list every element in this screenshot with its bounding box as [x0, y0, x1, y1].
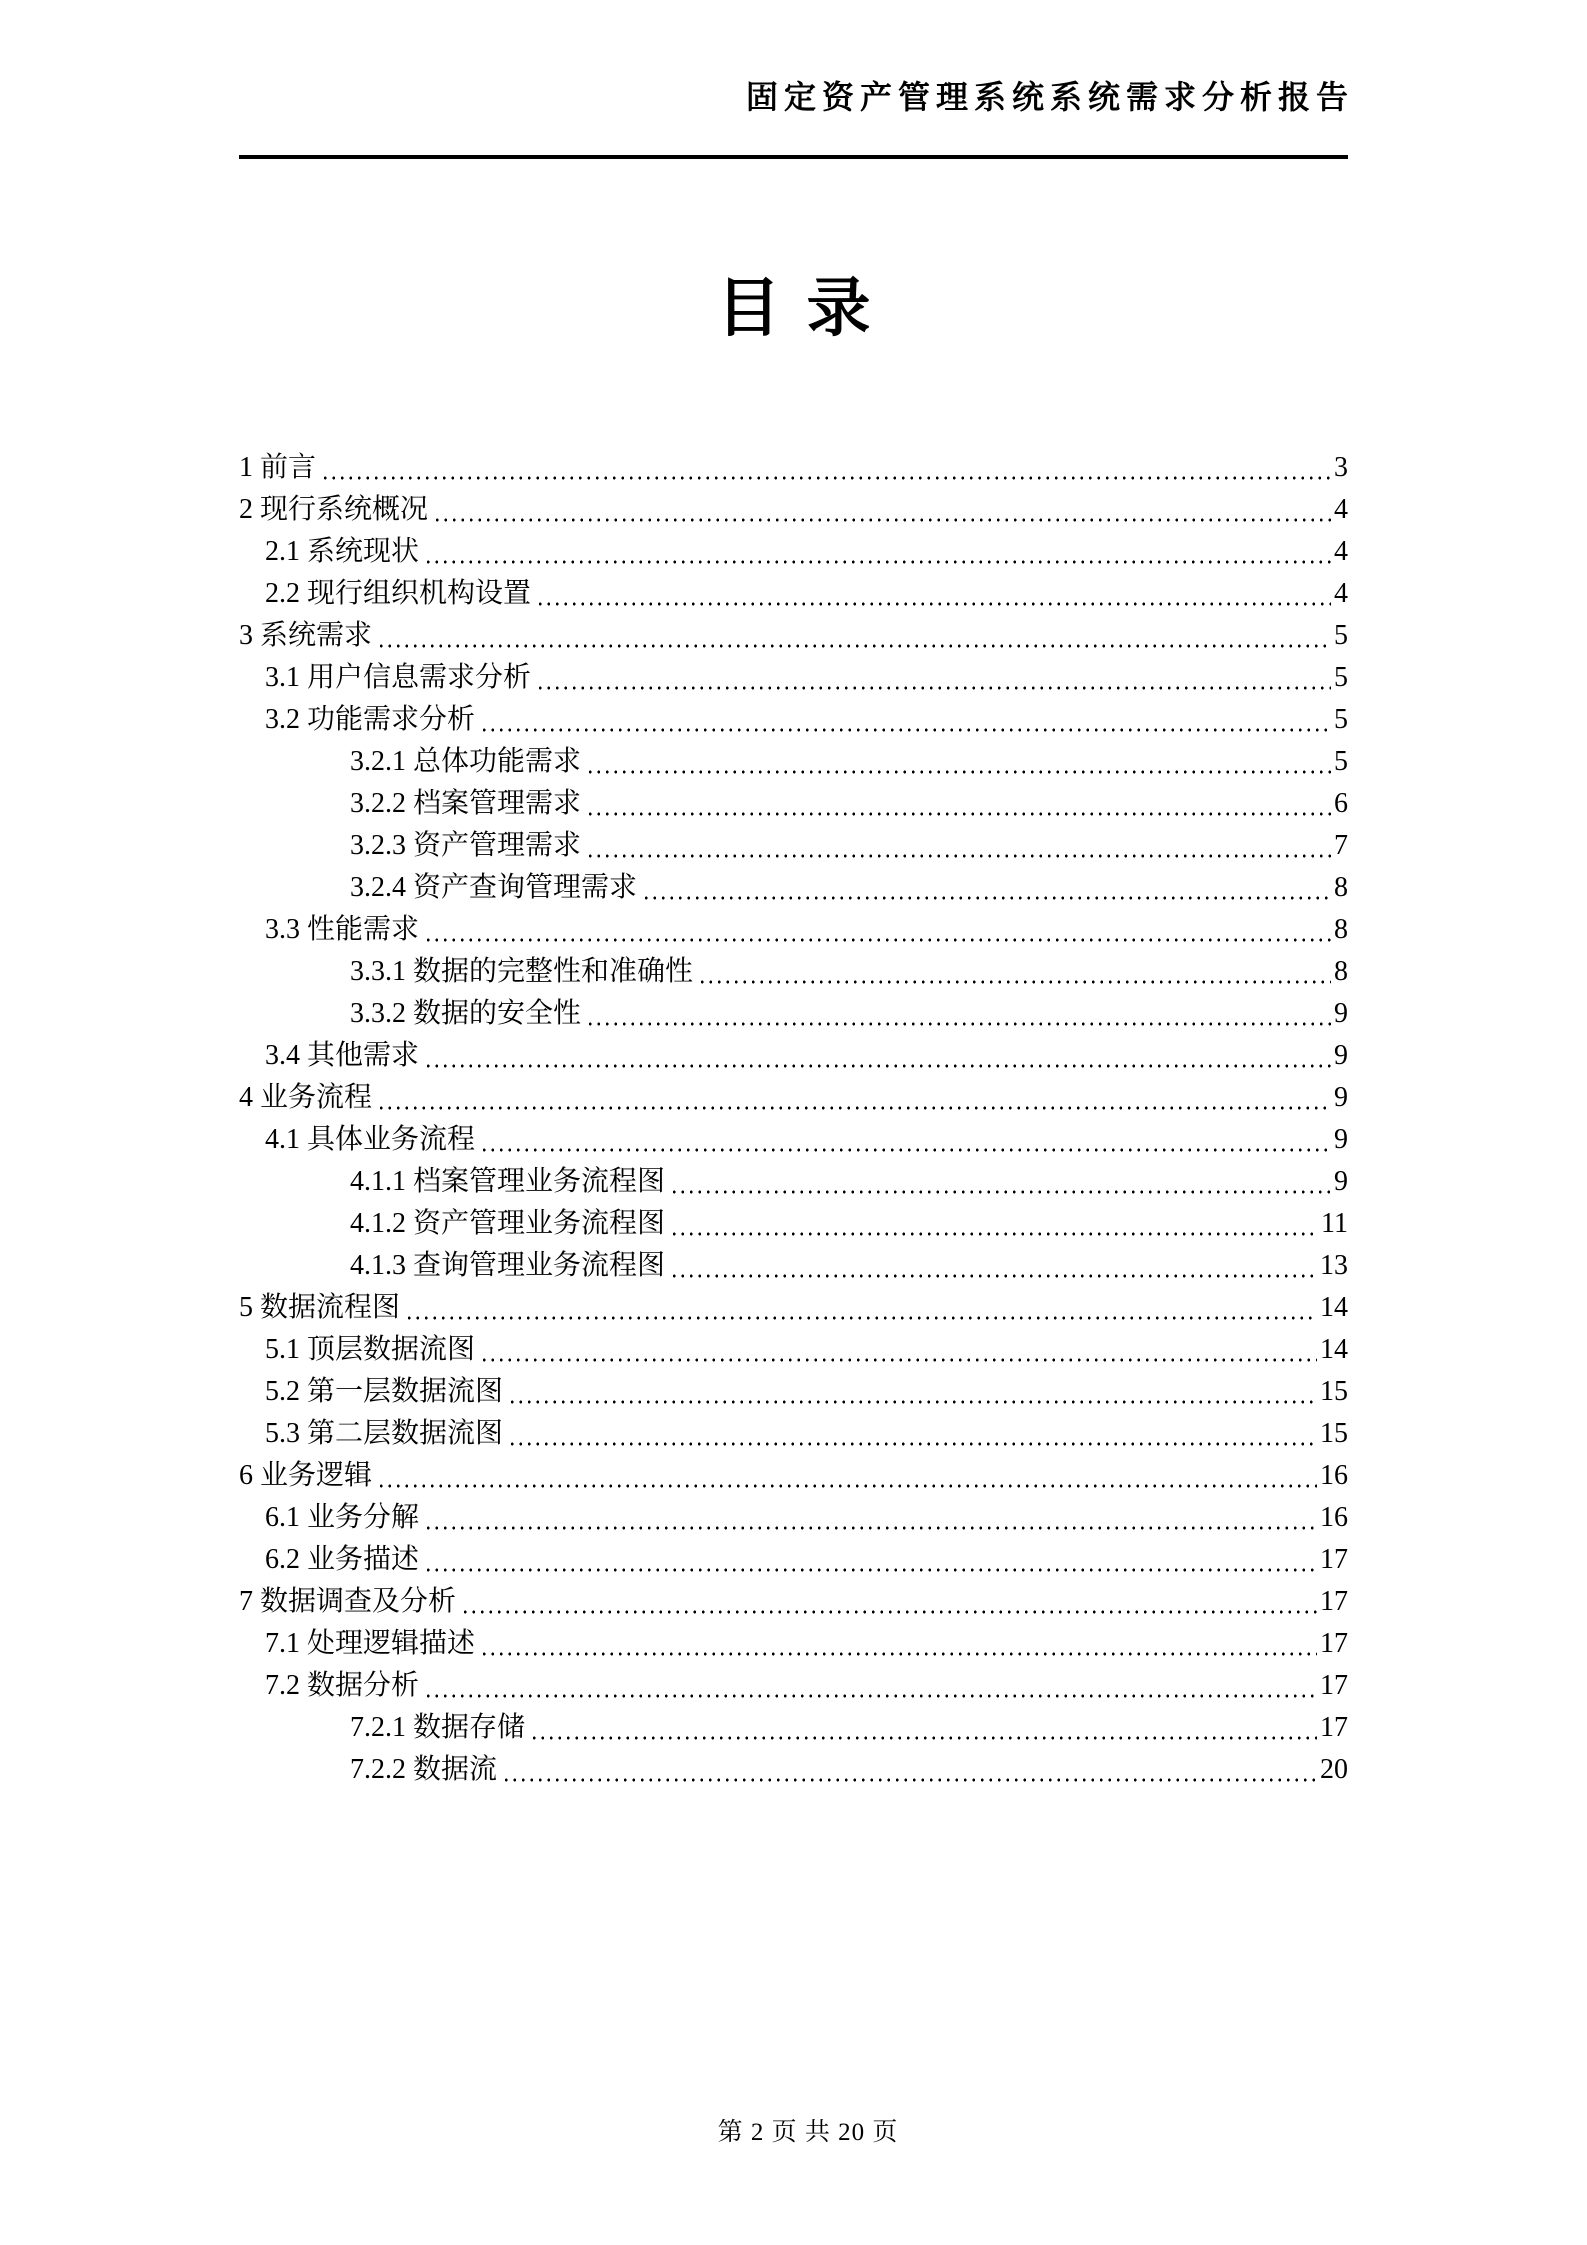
- toc-entry-page: 9: [1334, 1040, 1348, 1072]
- page-footer: [0, 2084, 1587, 2176]
- toc-entry[interactable]: [239, 1455, 1348, 1497]
- toc-leader-dots: [586, 770, 1331, 774]
- toc-entry[interactable]: [239, 531, 1348, 573]
- toc-leader-dots: [424, 1568, 1317, 1572]
- toc-leader-dots: [424, 1526, 1317, 1530]
- toc-leader-dots: [508, 1442, 1317, 1446]
- toc-entry[interactable]: [239, 1203, 1348, 1245]
- toc-entry-label: 4 业务流程: [239, 1082, 373, 1114]
- toc-leader-dots: [536, 602, 1331, 606]
- toc-entry-label: 3.2.2 档案管理需求: [350, 788, 582, 820]
- toc-entry-label: 3.4 其他需求: [265, 1040, 420, 1072]
- toc-entry-page: 5: [1334, 746, 1348, 778]
- toc-leader-dots: [433, 518, 1331, 522]
- toc-leader-dots: [480, 1358, 1317, 1362]
- toc-entry[interactable]: [239, 783, 1348, 825]
- toc-entry[interactable]: [239, 1119, 1348, 1161]
- toc-entry[interactable]: [239, 489, 1348, 531]
- toc-leader-dots: [586, 1022, 1331, 1026]
- toc-entry-label: 5.3 第二层数据流图: [265, 1418, 504, 1450]
- toc-entry-label: 2.2 现行组织机构设置: [265, 578, 532, 610]
- toc-entry[interactable]: [239, 909, 1348, 951]
- toc-entry-page: 5: [1334, 662, 1348, 694]
- toc-leader-dots: [536, 686, 1331, 690]
- toc-leader-dots: [586, 854, 1331, 858]
- toc-leader-dots: [424, 560, 1331, 564]
- toc-entry[interactable]: [239, 699, 1348, 741]
- toc-entry-page: 8: [1334, 872, 1348, 904]
- toc-leader-dots: [480, 1652, 1317, 1656]
- toc-entry-label: 3.2.1 总体功能需求: [350, 746, 582, 778]
- toc-entry[interactable]: [239, 1161, 1348, 1203]
- toc-entry-page: 5: [1334, 704, 1348, 736]
- header-title: 固定资产管理系统系统需求分析报告: [745, 79, 1354, 115]
- toc-entry[interactable]: [239, 1035, 1348, 1077]
- toc-entry-page: 17: [1320, 1712, 1348, 1744]
- page-header: [239, 0, 1354, 159]
- toc-leader-dots: [405, 1316, 1317, 1320]
- toc-entry-page: 7: [1334, 830, 1348, 862]
- toc-entry-label: 4.1.3 查询管理业务流程图: [350, 1250, 666, 1282]
- toc-entry-label: 3 系统需求: [239, 620, 373, 652]
- toc-entry[interactable]: [239, 1077, 1348, 1119]
- toc-entry[interactable]: [239, 1623, 1348, 1665]
- toc-entry-page: 20: [1320, 1754, 1348, 1786]
- toc-entry-label: 5 数据流程图: [239, 1292, 401, 1324]
- toc-entry-page: 14: [1320, 1334, 1348, 1366]
- toc-leader-dots: [424, 1694, 1317, 1698]
- toc-entry-label: 6 业务逻辑: [239, 1460, 373, 1492]
- toc-leader-dots: [670, 1190, 1331, 1194]
- toc-entry-label: 4.1.1 档案管理业务流程图: [350, 1166, 666, 1198]
- toc-leader-dots: [502, 1778, 1317, 1782]
- toc-entry-label: 3.1 用户信息需求分析: [265, 662, 532, 694]
- toc-entry[interactable]: [239, 1245, 1348, 1287]
- toc-entry-page: 8: [1334, 914, 1348, 946]
- toc-entry-page: 8: [1334, 956, 1348, 988]
- toc-entry-label: 5.1 顶层数据流图: [265, 1334, 476, 1366]
- toc-entry-page: 4: [1334, 578, 1348, 610]
- toc-entry[interactable]: [239, 573, 1348, 615]
- toc-entry[interactable]: [239, 741, 1348, 783]
- toc-entry-label: 3.2.4 资产查询管理需求: [350, 872, 638, 904]
- toc-entry-label: 7.2.2 数据流: [350, 1754, 498, 1786]
- toc-entry-label: 7.2.1 数据存储: [350, 1712, 526, 1744]
- toc-entry-label: 3.3.1 数据的完整性和准确性: [350, 956, 694, 988]
- toc-entry-page: 16: [1320, 1460, 1348, 1492]
- toc-entry-page: 17: [1320, 1628, 1348, 1660]
- toc-entry-label: 7.2 数据分析: [265, 1670, 420, 1702]
- toc-entry-page: 4: [1334, 494, 1348, 526]
- toc-entry[interactable]: [239, 615, 1348, 657]
- toc-leader-dots: [670, 1274, 1317, 1278]
- toc-entry-label: 2.1 系统现状: [265, 536, 420, 568]
- toc-entry-page: 6: [1334, 788, 1348, 820]
- toc-leader-dots: [480, 728, 1331, 732]
- toc-entry-label: 2 现行系统概况: [239, 494, 429, 526]
- toc-entry[interactable]: [239, 1413, 1348, 1455]
- toc-entry-page: 15: [1320, 1418, 1348, 1450]
- toc-entry-page: 14: [1320, 1292, 1348, 1324]
- toc-leader-dots: [508, 1400, 1317, 1404]
- toc-leader-dots: [642, 896, 1331, 900]
- toc-leader-dots: [377, 644, 1331, 648]
- toc-entry-page: 9: [1334, 1124, 1348, 1156]
- toc-leader-dots: [461, 1610, 1317, 1614]
- table-of-contents: [239, 447, 1348, 1791]
- toc-entry[interactable]: [239, 1371, 1348, 1413]
- toc-entry[interactable]: [239, 1665, 1348, 1707]
- toc-entry[interactable]: [239, 825, 1348, 867]
- toc-entry-page: 13: [1320, 1250, 1348, 1282]
- toc-leader-dots: [698, 980, 1331, 984]
- toc-entry-page: 9: [1334, 1082, 1348, 1114]
- toc-entry-label: 7 数据调查及分析: [239, 1586, 457, 1618]
- toc-entry-page: 17: [1320, 1586, 1348, 1618]
- toc-entry-page: 17: [1320, 1670, 1348, 1702]
- toc-leader-dots: [377, 1106, 1331, 1110]
- toc-leader-dots: [480, 1148, 1331, 1152]
- toc-leader-dots: [530, 1736, 1317, 1740]
- page-number-text: 第 2 页 共 20 页: [717, 2119, 899, 2146]
- toc-entry-label: 1 前言: [239, 452, 317, 484]
- toc-entry-page: 5: [1334, 620, 1348, 652]
- toc-entry[interactable]: [239, 657, 1348, 699]
- toc-entry[interactable]: [239, 1329, 1348, 1371]
- toc-leader-dots: [586, 812, 1331, 816]
- toc-entry[interactable]: [239, 1707, 1348, 1749]
- toc-entry-label: 3.2 功能需求分析: [265, 704, 476, 736]
- toc-leader-dots: [424, 1064, 1331, 1068]
- page-title: 目录: [716, 273, 897, 345]
- toc-entry[interactable]: [239, 993, 1348, 1035]
- toc-leader-dots: [377, 1484, 1317, 1488]
- toc-leader-dots: [424, 938, 1331, 942]
- toc-entry[interactable]: [239, 447, 1348, 489]
- toc-entry-label: 6.2 业务描述: [265, 1544, 420, 1576]
- toc-entry-page: 16: [1320, 1502, 1348, 1534]
- toc-entry-label: 7.1 处理逻辑描述: [265, 1628, 476, 1660]
- toc-leader-dots: [670, 1232, 1318, 1236]
- toc-entry-label: 3.2.3 资产管理需求: [350, 830, 582, 862]
- toc-entry-label: 3.3.2 数据的安全性: [350, 998, 582, 1030]
- toc-entry[interactable]: [239, 1581, 1348, 1623]
- toc-entry-label: 5.2 第一层数据流图: [265, 1376, 504, 1408]
- toc-entry-label: 4.1 具体业务流程: [265, 1124, 476, 1156]
- toc-entry[interactable]: [239, 1539, 1348, 1581]
- toc-entry-page: 9: [1334, 998, 1348, 1030]
- toc-entry[interactable]: [239, 1749, 1348, 1791]
- toc-leader-dots: [321, 476, 1331, 480]
- toc-entry-page: 11: [1321, 1208, 1348, 1240]
- toc-entry-label: 6.1 业务分解: [265, 1502, 420, 1534]
- toc-entry-page: 9: [1334, 1166, 1348, 1198]
- toc-entry-label: 3.3 性能需求: [265, 914, 420, 946]
- toc-entry[interactable]: [239, 1497, 1348, 1539]
- toc-entry[interactable]: [239, 867, 1348, 909]
- toc-entry-label: 4.1.2 资产管理业务流程图: [350, 1208, 666, 1240]
- toc-entry-page: 15: [1320, 1376, 1348, 1408]
- toc-entry-page: 4: [1334, 536, 1348, 568]
- toc-entry-page: 3: [1334, 452, 1348, 484]
- toc-entry-page: 17: [1320, 1544, 1348, 1576]
- toc-entry[interactable]: [239, 1287, 1348, 1329]
- toc-entry[interactable]: [239, 951, 1348, 993]
